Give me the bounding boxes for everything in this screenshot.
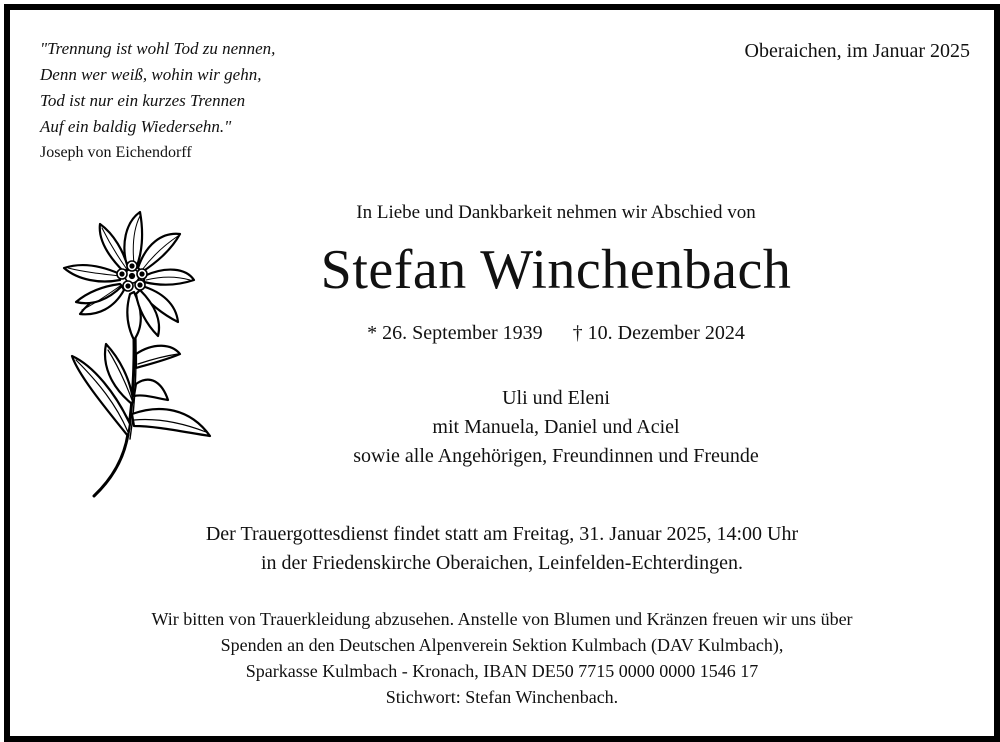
request-line: Sparkasse Kulmbach - Kronach, IBAN DE50 7715 0000 0000 1546 17 — [245, 661, 759, 681]
quote-line: Denn wer weiß, wohin wir gehn, — [40, 65, 262, 84]
life-dates — [196, 322, 916, 345]
funeral-service-info — [10, 520, 994, 578]
mourners — [196, 384, 916, 471]
quote-line: "Trennung ist wohl Tod zu nennen, — [40, 39, 276, 58]
poem-quote — [40, 36, 275, 140]
place-date: Oberaichen, im Januar 2025 — [744, 40, 970, 62]
death-date: † 10. Dezember 2024 — [572, 322, 745, 344]
mourner-line: Uli und Eleni — [502, 387, 610, 409]
request-line: Spenden an den Deutschen Alpenverein Sektion Kulmbach (DAV Kulmbach), — [220, 635, 784, 655]
request-line: Stichwort: Stefan Winchenbach. — [385, 687, 619, 707]
mourner-line: mit Manuela, Daniel und Aciel — [432, 416, 680, 438]
deceased-name: Stefan Winchenbach — [320, 239, 792, 301]
donation-request — [10, 606, 994, 710]
quote-author: Joseph von Eichendorff — [40, 144, 192, 161]
farewell-intro: In Liebe und Dankbarkeit nehmen wir Abschied von — [356, 202, 756, 223]
mourner-line: sowie alle Angehörigen, Freundinnen und Freunde — [353, 445, 759, 467]
quote-line: Tod ist nur ein kurzes Trennen — [40, 91, 246, 110]
request-line: Wir bitten von Trauerkleidung abzusehen. Anstelle von Blumen und Kränzen freuen wir uns über — [151, 609, 853, 629]
quote-line: Auf ein baldig Wiedersehn." — [40, 117, 232, 136]
service-line: in der Friedenskirche Oberaichen, Leinfelden-Echterdingen. — [260, 552, 743, 574]
obituary-notice — [4, 4, 1000, 742]
birth-date: * 26. September 1939 — [367, 322, 543, 344]
service-line: Der Trauergottesdienst findet statt am Freitag, 31. Januar 2025, 14:00 Uhr — [205, 523, 799, 545]
edelweiss-icon — [50, 204, 220, 504]
